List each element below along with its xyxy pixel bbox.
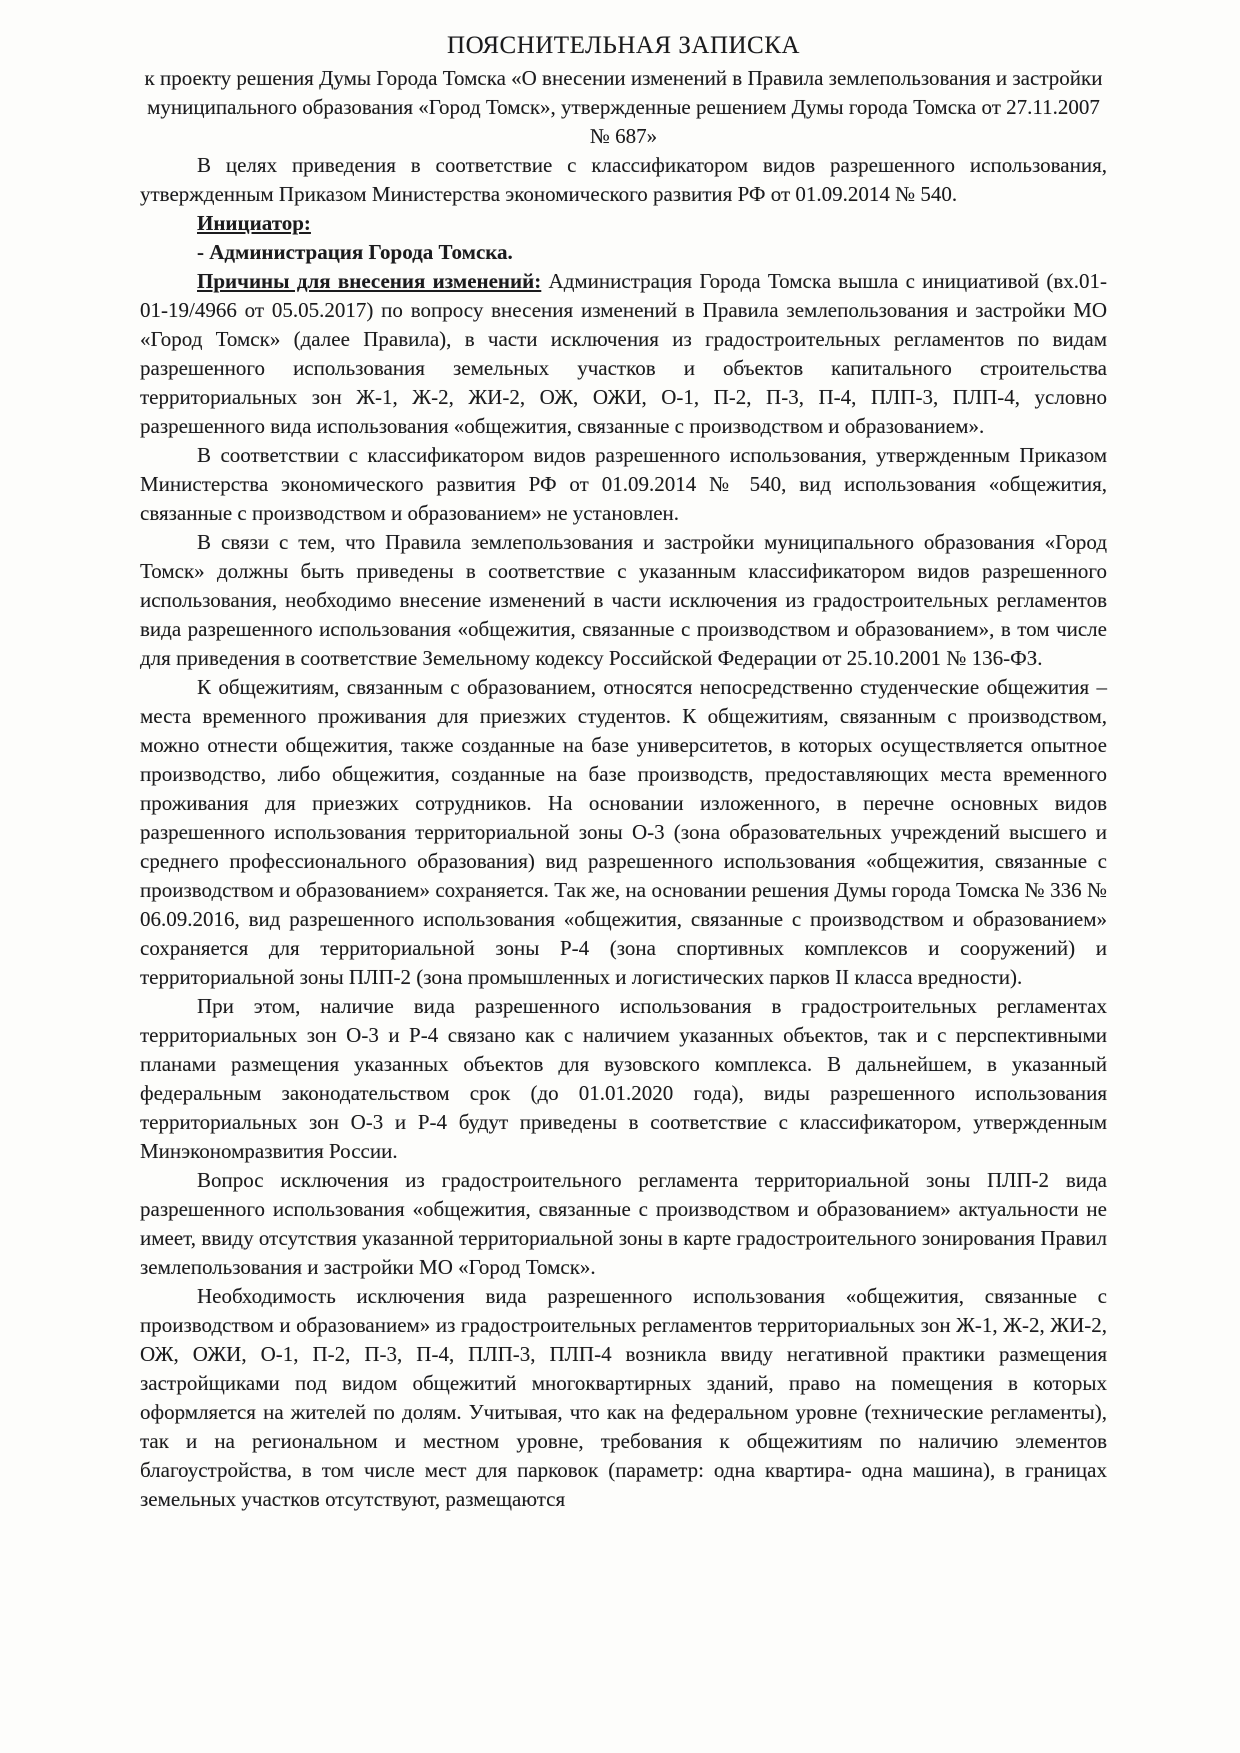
- body-paragraph-plp2-exclusion: Вопрос исключения из градостроительного регламента территориальной зоны ПЛП-2 вида разрешенного использования «общежития, связанные с производством и образованием» актуальности не имеет, ввиду отсутствия указанной территориальной зоны в карте градостроительного зонирования Правил землепользования и застройки МО «Город Томск».: [140, 1168, 1107, 1279]
- initiator-value: - Администрация Города Томска.: [197, 240, 513, 264]
- initiator-value-line: [140, 238, 1107, 267]
- initiator-heading-line: [140, 209, 1107, 238]
- body-paragraph-zones-o3-r4: При этом, наличие вида разрешенного использования в градостроительных регламентах территориальных зон О-3 и Р-4 связано как с наличием указанных объектов, так и с перспективными планами размещения указанных объектов для вузовского комплекса. В дальнейшем, в указанный федеральным законодательством срок (до 01.01.2020 года), виды разрешенного использования территориальных зон О-3 и Р-4 будут приведены в соответствие с классификатором, утвержденным Минэкономразвития России.: [140, 994, 1107, 1163]
- reasons-heading: Причины для внесения изменений:: [197, 269, 542, 293]
- body-paragraph-exclusion-necessity: Необходимость исключения вида разрешенного использования «общежития, связанные с производством и образованием» из градостроительных регламентов территориальных зон Ж-1, Ж-2, ЖИ-2, ОЖ, ОЖИ, О-1, П-2, П-3, П-4, ПЛП-3, ПЛП-4 возникла ввиду негативной практики размещения застройщиками под видом общежитий многоквартирных зданий, право на помещения в которых оформляется на жителей по долям. Учитывая, что как на федеральном уровне (технические регламенты), так и на региональном и местном уровне, требования к общежитиям по наличию элементов благоустройства, в том числе мест для парковок (параметр: одна квартира- одна машина), в границах земельных участков отсутствуют, размещаются: [140, 1284, 1107, 1511]
- document-subtitle: к проекту решения Думы Города Томска «О внесении изменений в Правила землепользования и застройки муниципального образования «Город Томск», утвержденные решением Думы города Томска от 27.11.2007 № 687»: [144, 66, 1103, 148]
- body-paragraph-dormitories-definition: К общежитиям, связанным с образованием, относятся непосредственно студенческие общежития – места временного проживания для приезжих студентов. К общежитиям, связанным с производством, можно отнести общежития, также созданные на базе университетов, в которых осуществляется опытное производство, либо общежития, созданные на базе производств, предоставляющих места временного проживания для приезжих сотрудников. На основании изложенного, в перечне основных видов разрешенного использования территориальной зоны О-3 (зона образовательных учреждений высшего и среднего профессионального образования) вид разрешенного использования «общежития, связанные с производством и образованием» сохраняется. Так же, на основании решения Думы города Томска № 336 № 06.09.2016, вид разрешенного использования «общежития, связанные с производством и образованием» сохраняется для территориальной зоны Р-4 (зона спортивных комплексов и сооружений) и территориальной зоны ПЛП-2 (зона промышленных и логистических парков II класса вредности).: [140, 675, 1107, 989]
- initiator-heading: Инициатор:: [197, 211, 311, 235]
- intro-paragraph: В целях приведения в соответствие с классификатором видов разрешенного использования, утвержденным Приказом Министерства экономического развития РФ от 01.09.2014 № 540.: [140, 153, 1107, 206]
- body-paragraph-rules-compliance: В связи с тем, что Правила землепользования и застройки муниципального образования «Город Томск» должны быть приведены в соответствие с указанным классификатором видов разрешенного использования, необходимо внесение изменений в части исключения из градостроительных регламентов вида разрешенного использования «общежития, связанные с производством и образованием», в том числе для приведения в соответствие Земельному кодексу Российской Федерации от 25.10.2001 № 136-ФЗ.: [140, 530, 1107, 670]
- body-paragraph-classifier: В соответствии с классификатором видов разрешенного использования, утвержденным Приказом Министерства экономического развития РФ от 01.09.2014 № 540, вид использования «общежития, связанные с производством и образованием» не установлен.: [140, 443, 1107, 525]
- reasons-text: Администрация Города Томска вышла с инициативой (вх.01-01-19/4966 от 05.05.2017) по вопросу внесения изменений в Правила землепользования и застройки МО «Город Томск» (далее Правила), в части исключения из градостроительных регламентов по видам разрешенного использования земельных участков и объектов капитального строительства территориальных зон Ж-1, Ж-2, ЖИ-2, ОЖ, ОЖИ, О-1, П-2, П-3, П-4, ПЛП-3, ПЛП-4, условно разрешенного вида использования «общежития, связанные с производством и образованием».: [140, 269, 1108, 438]
- reasons-paragraph: [140, 267, 1107, 441]
- document-title: ПОЯСНИТЕЛЬНАЯ ЗАПИСКА: [447, 32, 800, 59]
